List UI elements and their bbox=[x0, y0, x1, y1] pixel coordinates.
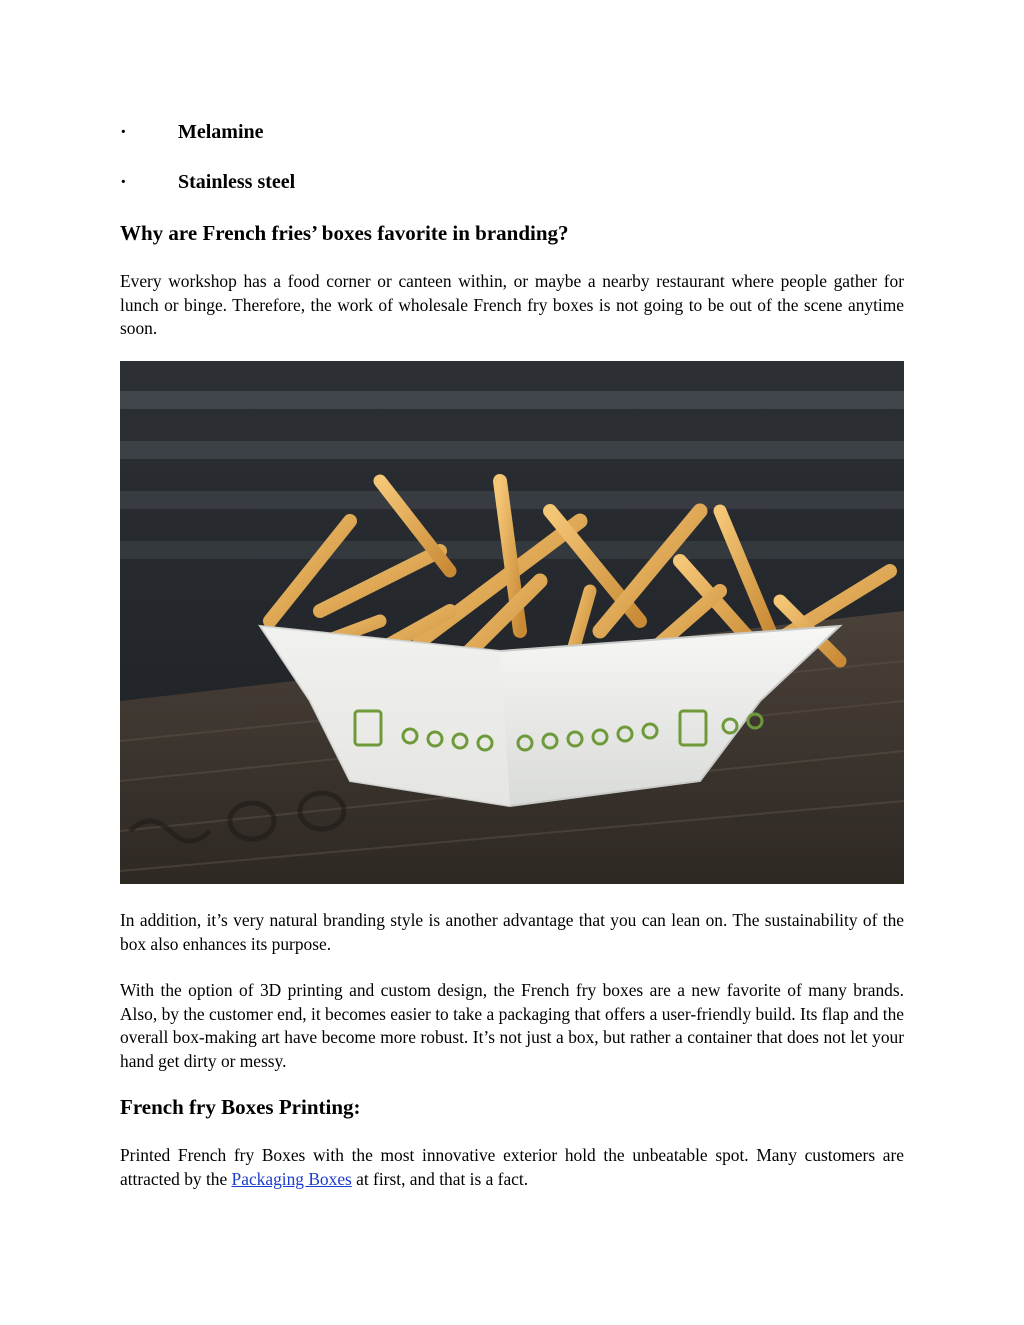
packaging-boxes-link[interactable]: Packaging Boxes bbox=[231, 1168, 352, 1189]
bullet-text: Stainless steel bbox=[178, 171, 296, 193]
section-heading-printing: French fry Boxes Printing: bbox=[120, 1095, 361, 1119]
french-fries-photo bbox=[120, 361, 904, 884]
paragraph-natural-branding: In addition, it’s very natural branding style is another advantage that you can lean on. The sustainability of the box also enhances its purpose. bbox=[120, 910, 904, 954]
bullet-marker: · bbox=[120, 121, 127, 143]
bullet-text: Melamine bbox=[178, 121, 264, 143]
paragraph-text-before-link: Printed French fry Boxes with the most innovative exterior hold the unbeatable spot. Many customers are attracted by the bbox=[120, 1145, 904, 1189]
paragraph-3d-printing: With the option of 3D printing and custom design, the French fry boxes are a new favorite of many brands. Also, by the customer end, it becomes easier to take a packaging that offers a user-friendly build. Its flap and the overall box-making art have become more robust. It’s not just a box, but rather a container that does not let your hand get dirty or messy. bbox=[120, 980, 904, 1071]
section-heading-branding: Why are French fries’ boxes favorite in branding? bbox=[120, 221, 569, 245]
paragraph-text-after-link: at first, and that is a fact. bbox=[351, 1168, 529, 1189]
paragraph-intro: Every workshop has a food corner or canteen within, or maybe a nearby restaurant where people gather for lunch or binge. Therefore, the work of wholesale French fry boxes is not going to be out of the scene anytime soon. bbox=[120, 271, 904, 338]
bullet-marker: · bbox=[120, 171, 127, 193]
paragraph-printed-boxes bbox=[120, 1144, 904, 1191]
